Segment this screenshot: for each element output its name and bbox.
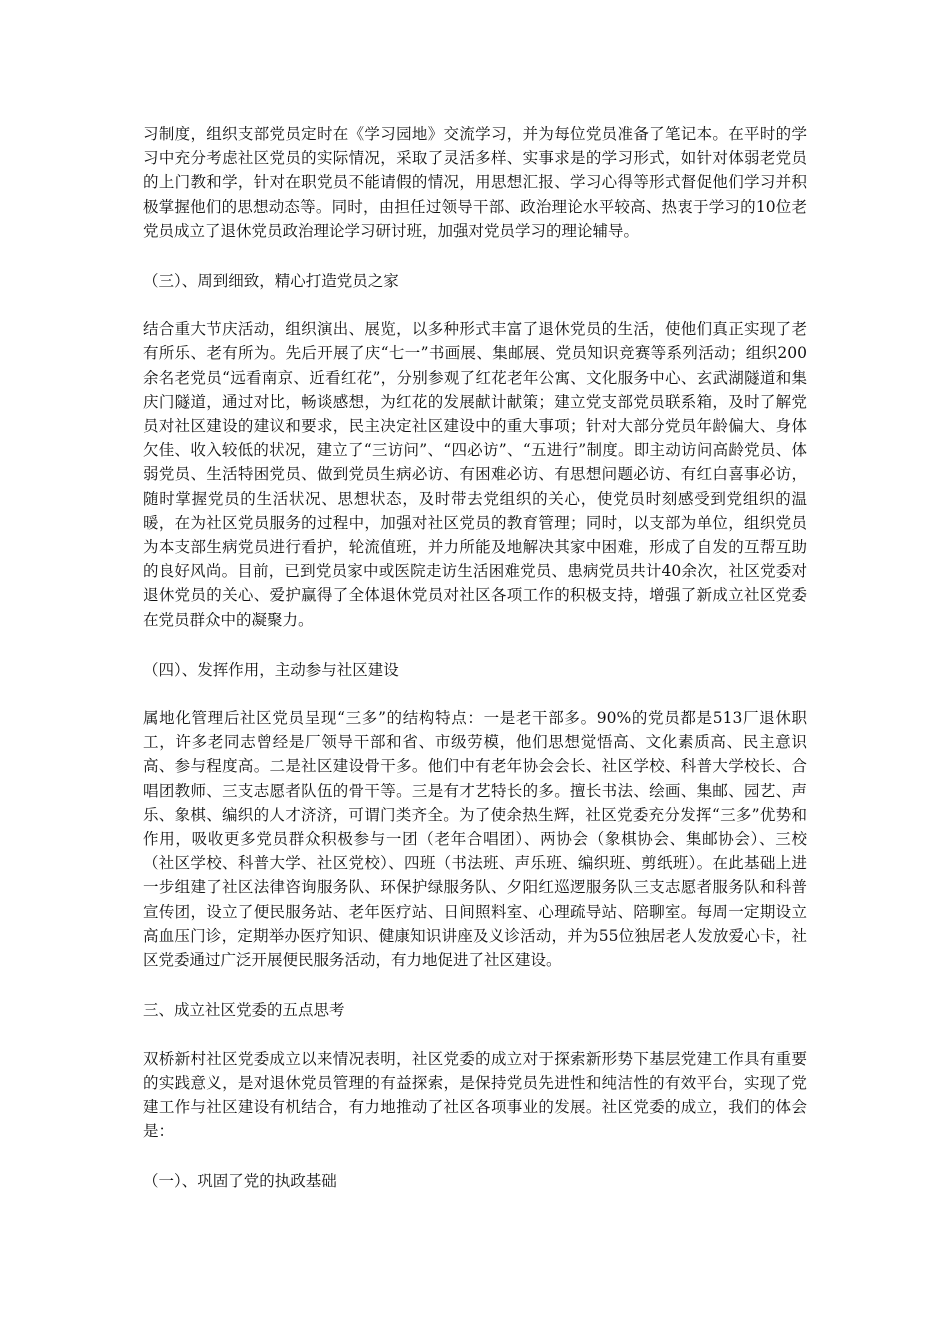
spacer bbox=[143, 293, 807, 317]
paragraph-festival-activities: 结合重大节庆活动，组织演出、展览，以多种形式丰富了退休党员的生活，使他们真正实现了老有所乐、老有所为。先后开展了庆“七一”书画展、集邮展、党员知识竞赛等系列活动；组织200余名老党员“远看南京、近看红花”，分别参观了红花老年公寓、文化服务中心、玄武湖隧道和集庆门隧道，通过对比，畅谈感想，为红花的发展献计献策；建立党支部党员联系箱，及时了解党员对社区建设的建议和要求，民主决定社区建设中的重大事项；针对大部分党员年龄偏大、身体欠佳、收入较低的状况，建立了“三访问”、“四必访”、“五进行”制度。即主动访问高龄党员、体弱党员、生活特困党员、做到党员生病必访、有困难必访、有思想问题必访、有红白喜事必访，随时掌握党员的生活状况、思想状态，及时带去党组织的关心，使党员时刻感受到党组织的温暖，在为社区党员服务的过程中，加强对社区党员的教育管理；同时，以支部为单位，组织党员为本支部生病党员进行看护，轮流值班，并力所能及地解决其家中困难，形成了自发的互帮互助的良好风尚。目前，已到党员家中或医院走访生活困难党员、患病党员共计40余次，社区党委对退休党员的关心、爱护赢得了全体退休党员对社区各项工作的积极支持，增强了新成立社区党委在党员群众中的凝聚力。 bbox=[143, 320, 807, 629]
spacer bbox=[143, 1023, 807, 1047]
spacer bbox=[143, 682, 807, 706]
heading-community-building: （四）、发挥作用，主动参与社区建设 bbox=[143, 660, 399, 679]
spacer bbox=[143, 972, 807, 998]
paragraph-shuangqiao-summary: 双桥新村社区党委成立以来情况表明，社区党委的成立对于探索新形势下基层党建工作具有重要的实践意义，是对退休党员管理的有益探索，是保持党员先进性和纯洁性的有效平台，实现了党建工作与社区建设有机结合，有力地推动了社区各项事业的发展。社区党委的成立，我们的体会是： bbox=[143, 1049, 807, 1141]
spacer bbox=[143, 243, 807, 269]
heading-consolidate-foundation: （一）、巩固了党的执政基础 bbox=[143, 1172, 337, 1191]
heading-five-reflections: 三、成立社区党委的五点思考 bbox=[143, 1001, 345, 1020]
heading-party-member-home: （三）、周到细致，精心打造党员之家 bbox=[143, 272, 399, 291]
paragraph-study-system: 习制度，组织支部党员定时在《学习园地》交流学习，并为每位党员准备了笔记本。在平时的学习中充分考虑社区党员的实际情况，采取了灵活多样、实事求是的学习形式，如针对体弱老党员的上门教和学，针对在职党员不能请假的情况，用思想汇报、学习心得等形式督促他们学习并积极掌握他们的思想动态等。同时，由担任过领导干部、政治理论水平较高、热衷于学习的10位老党员成立了退休党员政治理论学习研讨班，加强对党员学习的理论辅导。 bbox=[143, 125, 807, 240]
spacer bbox=[143, 1143, 807, 1169]
paragraph-three-mores: 属地化管理后社区党员呈现“三多”的结构特点：一是老干部多。90%的党员都是513厂退休职工，许多老同志曾经是厂领导干部和省、市级劳模，他们思想觉悟高、文化素质高、民主意识高、参与程度高。二是社区建设骨干多。他们中有老年协会会长、社区学校、科普大学校长、合唱团教师、三支志愿者队伍的骨干等。三是有才艺特长的多。擅长书法、绘画、集邮、园艺、声乐、象棋、编织的人才济济，可谓门类齐全。为了使余热生辉，社区党委充分发挥“三多”优势和作用，吸收更多党员群众积极参与一团（老年合唱团）、两协会（象棋协会、集邮协会）、三校（社区学校、科普大学、社区党校）、四班（书法班、声乐班、编织班、剪纸班）。在此基础上进一步组建了社区法律咨询服务队、环保护绿服务队、夕阳红巡逻服务队三支志愿者服务队和科普宣传团，设立了便民服务站、老年医疗站、日间照料室、心理疏导站、陪聊室。每周一定期设立高血压门诊，定期举办医疗知识、健康知识讲座及义诊活动，并为55位独居老人发放爱心卡，社区党委通过广泛开展便民服务活动，有力地促进了社区建设。 bbox=[143, 709, 807, 970]
spacer bbox=[143, 632, 807, 658]
document-page bbox=[143, 122, 807, 1194]
